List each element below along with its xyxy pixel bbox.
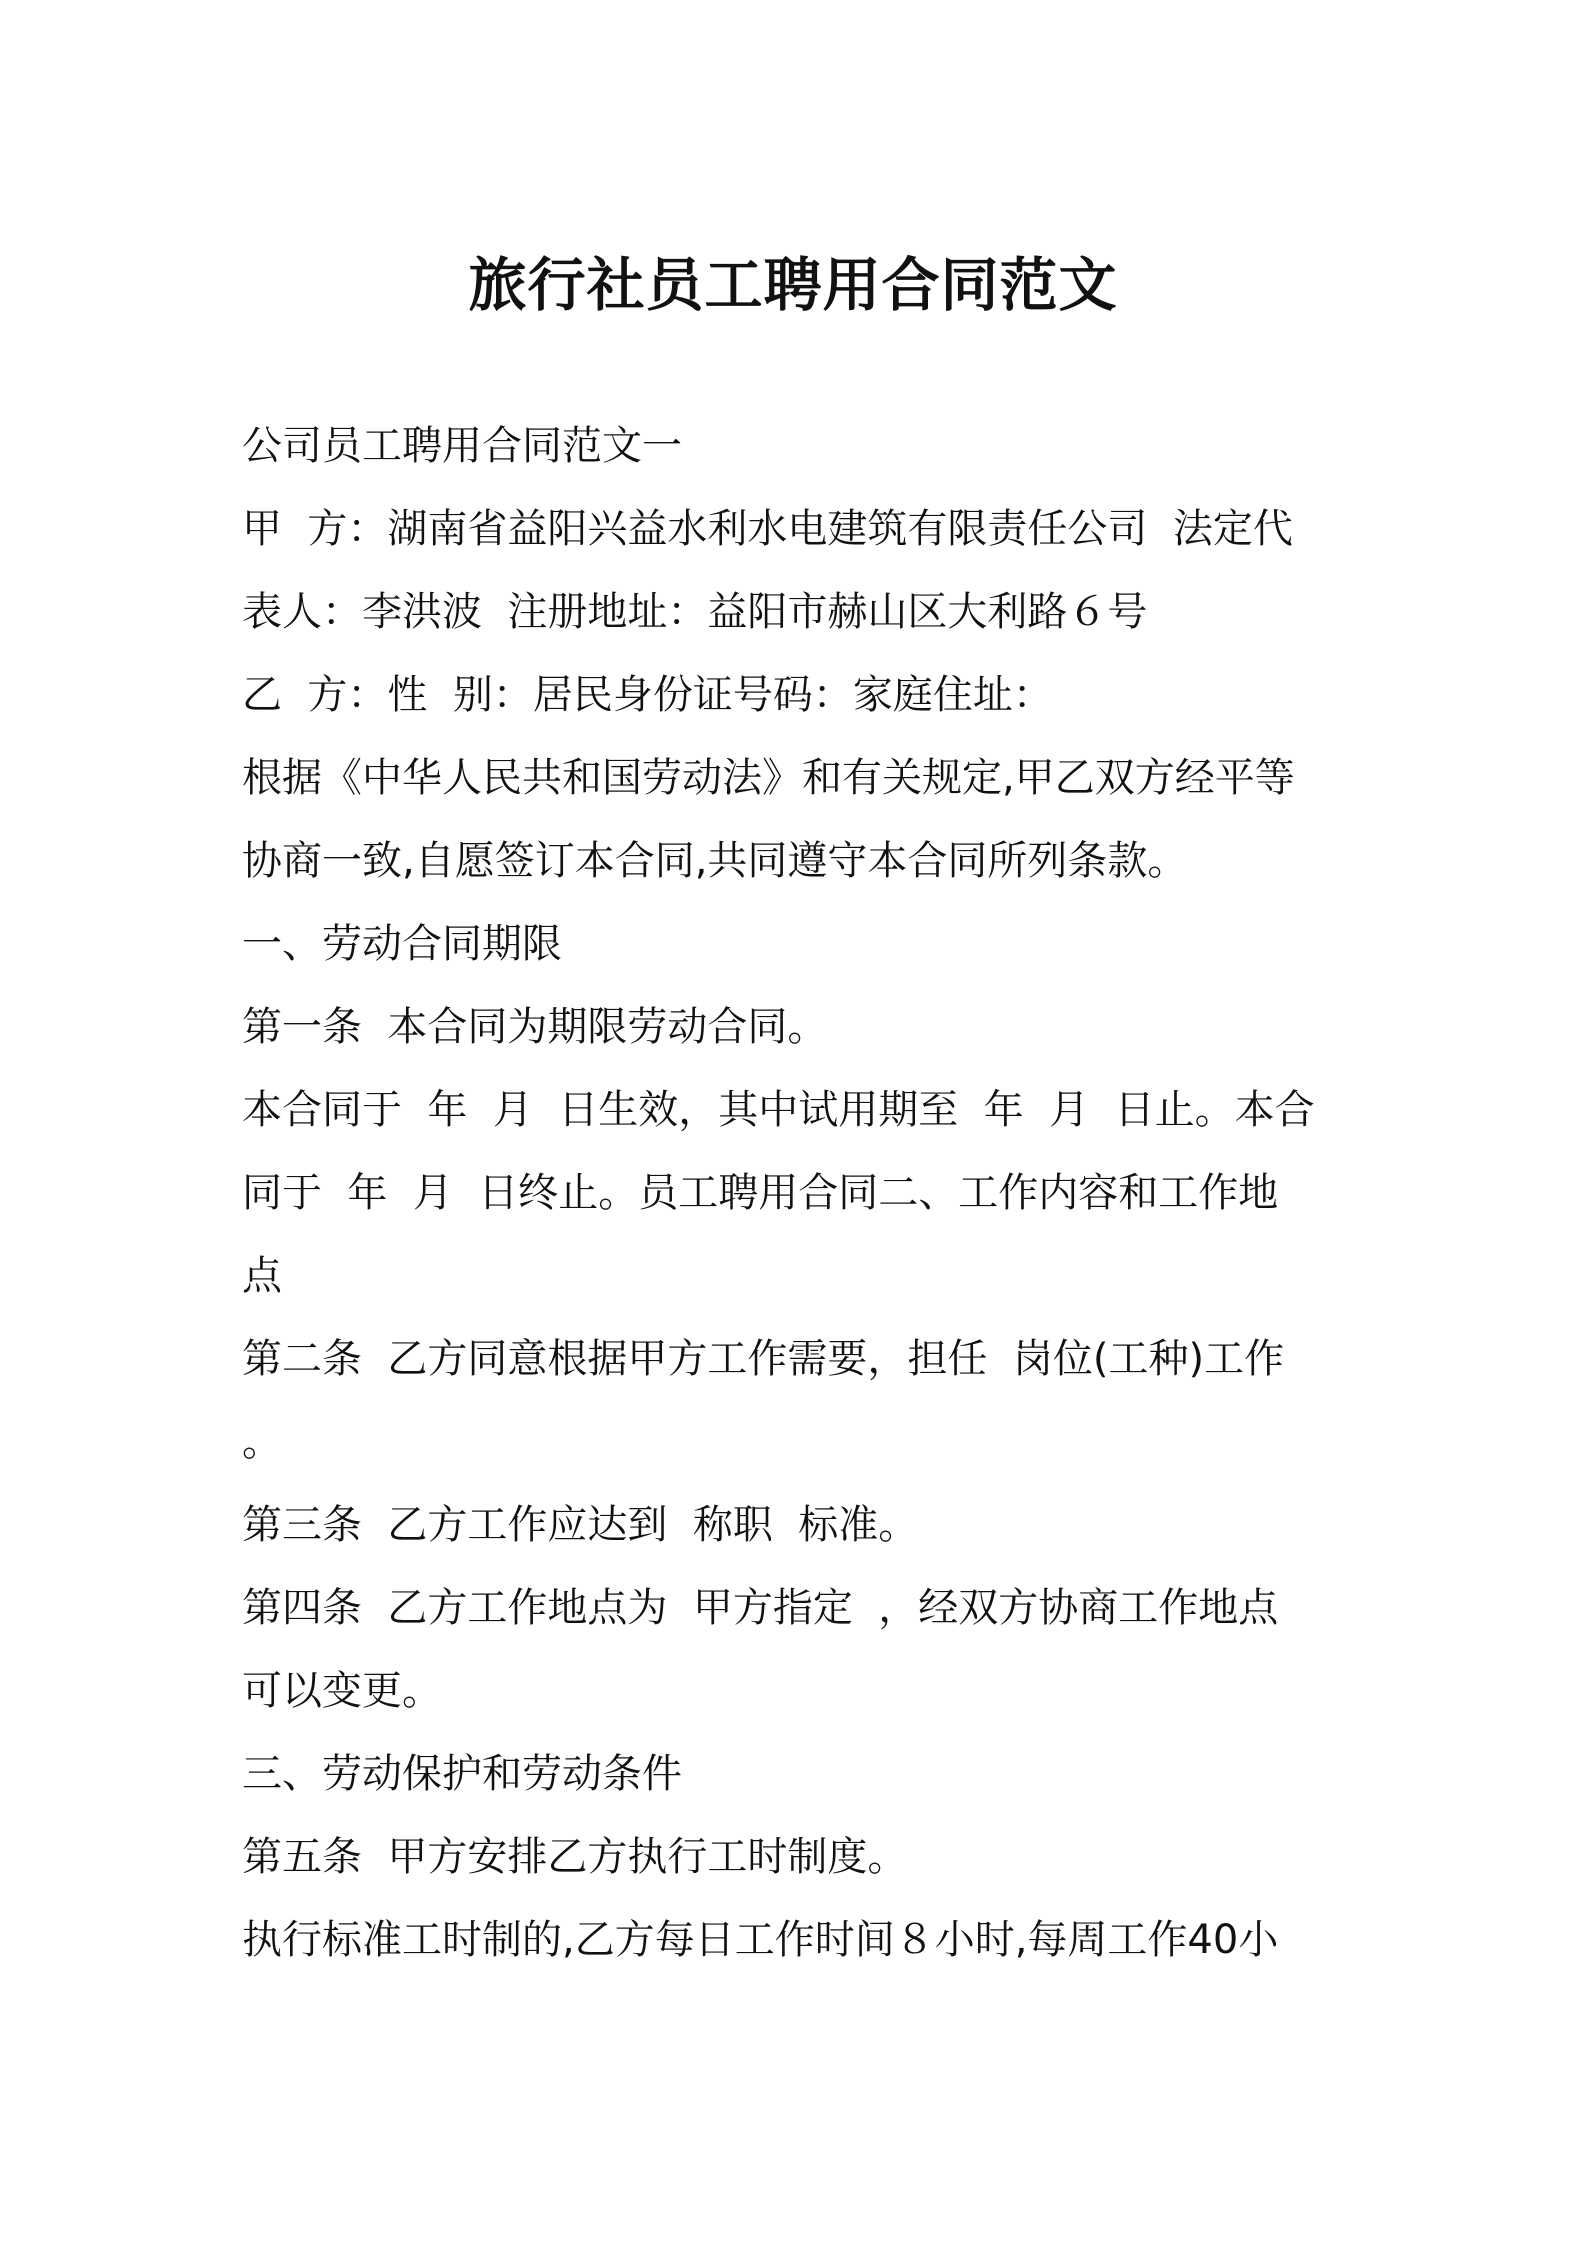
body-line: 根据《中华人民共和国劳动法》和有关规定,甲乙双方经平等 <box>242 755 1295 801</box>
body-line: 点 <box>242 1253 282 1299</box>
article-line: 第一条 本合同为期限劳动合同。 <box>242 1004 828 1050</box>
article-line: 第五条 甲方安排乙方执行工时制度。 <box>242 1834 908 1880</box>
body-line: 乙 方：性 别：居民身份证号码：家庭住址： <box>242 672 1053 718</box>
body-line: 执行标准工时制的,乙方每日工作时间８小时,每周工作40小 <box>242 1917 1279 1963</box>
section-heading: 三、劳动保护和劳动条件 <box>242 1751 682 1797</box>
article-line: 第二条 乙方同意根据甲方工作需要，担任 岗位(工种)工作 <box>242 1336 1285 1382</box>
article-line: 第三条 乙方工作应达到 称职 标准。 <box>242 1502 919 1548</box>
body-line: 表人：李洪波 注册地址：益阳市赫山区大利路６号 <box>242 589 1148 635</box>
body-line: 同于 年 月 日终止。员工聘用合同二、工作内容和工作地 <box>242 1170 1279 1216</box>
article-line: 第四条 乙方工作地点为 甲方指定 ，经双方协商工作地点 <box>242 1585 1279 1631</box>
section-heading: 一、劳动合同期限 <box>242 921 562 967</box>
body-line: 。 <box>242 1419 282 1465</box>
body-line: 甲 方：湖南省益阳兴益水利水电建筑有限责任公司 法定代 <box>242 506 1293 552</box>
body-line: 公司员工聘用合同范文一 <box>242 423 682 469</box>
body-line: 可以变更。 <box>242 1668 442 1714</box>
body-line: 本合同于 年 月 日生效，其中试用期至 年 月 日止。本合 <box>242 1087 1315 1133</box>
document-body <box>242 405 1362 1982</box>
document-title: 旅行社员工聘用合同范文 <box>468 251 1118 319</box>
body-line: 协商一致,自愿签订本合同,共同遵守本合同所列条款。 <box>242 838 1188 884</box>
